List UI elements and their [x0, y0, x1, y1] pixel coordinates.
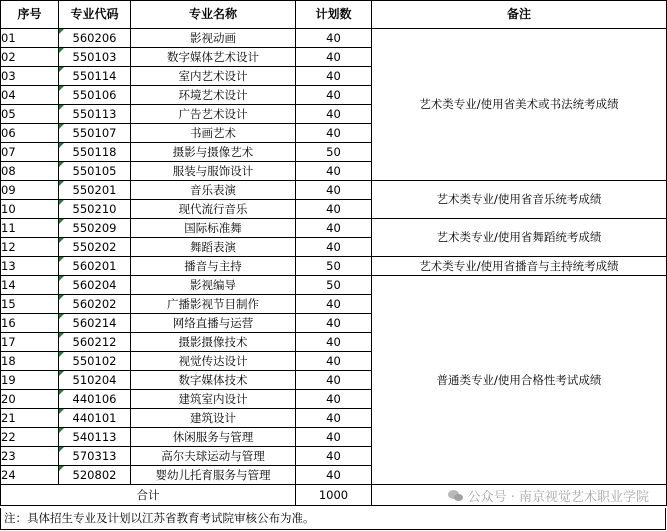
row-major-name: 国际标准舞 — [131, 219, 296, 238]
row-index: 11 — [1, 219, 59, 238]
row-plan-count: 40 — [296, 390, 372, 409]
row-plan-count: 50 — [296, 143, 372, 162]
table-row — [1, 181, 667, 200]
row-major-name: 网络直播与运营 — [131, 314, 296, 333]
row-major-name: 影视动画 — [131, 29, 296, 48]
row-code: 560201 — [59, 257, 131, 276]
header-name: 专业名称 — [131, 1, 296, 29]
row-plan-count: 40 — [296, 181, 372, 200]
header-index: 序号 — [1, 1, 59, 29]
row-index: 19 — [1, 371, 59, 390]
row-plan-count: 40 — [296, 67, 372, 86]
row-index: 03 — [1, 67, 59, 86]
header-plan: 计划数 — [296, 1, 372, 29]
row-major-name: 建筑室内设计 — [131, 390, 296, 409]
row-index: 24 — [1, 466, 59, 485]
row-plan-count: 40 — [296, 295, 372, 314]
row-code: 560202 — [59, 295, 131, 314]
row-code: 550114 — [59, 67, 131, 86]
row-remark: 普通类专业/使用合格性考试成绩 — [372, 276, 667, 485]
row-code: 550102 — [59, 352, 131, 371]
row-code: 570313 — [59, 447, 131, 466]
row-index: 12 — [1, 238, 59, 257]
row-plan-count: 40 — [296, 162, 372, 181]
row-major-name: 播音与主持 — [131, 257, 296, 276]
watermark-text: 公众号 · 南京视觉艺术职业学院 — [467, 490, 649, 505]
row-code: 560212 — [59, 333, 131, 352]
row-major-name: 音乐表演 — [131, 181, 296, 200]
header-remark: 备注 — [372, 1, 667, 29]
row-plan-count: 40 — [296, 29, 372, 48]
row-plan-count: 40 — [296, 238, 372, 257]
row-major-name: 视觉传达设计 — [131, 352, 296, 371]
row-code: 550202 — [59, 238, 131, 257]
row-index: 17 — [1, 333, 59, 352]
row-index: 14 — [1, 276, 59, 295]
row-plan-count: 40 — [296, 466, 372, 485]
row-plan-count: 40 — [296, 200, 372, 219]
row-major-name: 广告艺术设计 — [131, 105, 296, 124]
row-index: 15 — [1, 295, 59, 314]
row-code: 550105 — [59, 162, 131, 181]
row-major-name: 现代流行音乐 — [131, 200, 296, 219]
row-major-name: 数字媒体技术 — [131, 371, 296, 390]
table-row — [1, 219, 667, 238]
row-major-name: 摄影与摄像艺术 — [131, 143, 296, 162]
row-index: 16 — [1, 314, 59, 333]
row-index: 10 — [1, 200, 59, 219]
row-major-name: 婴幼儿托育服务与管理 — [131, 466, 296, 485]
row-remark: 艺术类专业/使用省音乐统考成绩 — [372, 181, 667, 219]
row-plan-count: 40 — [296, 352, 372, 371]
row-index: 04 — [1, 86, 59, 105]
header-code: 专业代码 — [59, 1, 131, 29]
wechat-icon — [448, 490, 464, 502]
row-index: 01 — [1, 29, 59, 48]
watermark — [448, 486, 649, 505]
row-major-name: 环境艺术设计 — [131, 86, 296, 105]
row-code: 440106 — [59, 390, 131, 409]
row-code: 560204 — [59, 276, 131, 295]
row-code: 550201 — [59, 181, 131, 200]
table-row — [1, 29, 667, 48]
row-index: 20 — [1, 390, 59, 409]
row-plan-count: 40 — [296, 371, 372, 390]
row-index: 18 — [1, 352, 59, 371]
row-major-name: 影视编导 — [131, 276, 296, 295]
row-index: 21 — [1, 409, 59, 428]
row-major-name: 服装与服饰设计 — [131, 162, 296, 181]
row-index: 23 — [1, 447, 59, 466]
row-plan-count: 50 — [296, 257, 372, 276]
row-index: 09 — [1, 181, 59, 200]
table-row — [1, 257, 667, 276]
row-plan-count: 40 — [296, 409, 372, 428]
row-plan-count: 40 — [296, 105, 372, 124]
row-code: 550103 — [59, 48, 131, 67]
row-remark: 艺术类专业/使用省播音与主持统考成绩 — [372, 257, 667, 276]
row-major-name: 摄影摄像技术 — [131, 333, 296, 352]
row-plan-count: 40 — [296, 124, 372, 143]
row-code: 550118 — [59, 143, 131, 162]
row-remark: 艺术类专业/使用省舞蹈统考成绩 — [372, 219, 667, 257]
row-index: 22 — [1, 428, 59, 447]
row-code: 540113 — [59, 428, 131, 447]
row-plan-count: 40 — [296, 333, 372, 352]
row-plan-count: 40 — [296, 447, 372, 466]
table-row — [1, 276, 667, 295]
row-remark: 艺术类专业/使用省美术或书法统考成绩 — [372, 29, 667, 181]
total-value: 1000 — [296, 485, 372, 506]
row-code: 550106 — [59, 86, 131, 105]
row-index: 08 — [1, 162, 59, 181]
row-plan-count: 40 — [296, 86, 372, 105]
row-code: 520802 — [59, 466, 131, 485]
footnote: 注：具体招生专业及计划以江苏省教育考试院审核公布为准。 — [0, 508, 666, 530]
row-index: 06 — [1, 124, 59, 143]
row-index: 02 — [1, 48, 59, 67]
row-index: 05 — [1, 105, 59, 124]
row-code: 550107 — [59, 124, 131, 143]
row-code: 550113 — [59, 105, 131, 124]
row-code: 440101 — [59, 409, 131, 428]
row-code: 550209 — [59, 219, 131, 238]
row-code: 550210 — [59, 200, 131, 219]
row-major-name: 建筑设计 — [131, 409, 296, 428]
row-code: 510204 — [59, 371, 131, 390]
row-code: 560214 — [59, 314, 131, 333]
row-plan-count: 50 — [296, 276, 372, 295]
row-index: 07 — [1, 143, 59, 162]
row-major-name: 室内艺术设计 — [131, 67, 296, 86]
row-major-name: 舞蹈表演 — [131, 238, 296, 257]
row-plan-count: 40 — [296, 219, 372, 238]
row-major-name: 高尔夫球运动与管理 — [131, 447, 296, 466]
row-major-name: 书画艺术 — [131, 124, 296, 143]
row-index: 13 — [1, 257, 59, 276]
row-major-name: 休闲服务与管理 — [131, 428, 296, 447]
row-plan-count: 40 — [296, 428, 372, 447]
row-major-name: 广播影视节目制作 — [131, 295, 296, 314]
row-major-name: 数字媒体艺术设计 — [131, 48, 296, 67]
row-plan-count: 40 — [296, 314, 372, 333]
total-label: 合计 — [1, 485, 296, 506]
row-code: 560206 — [59, 29, 131, 48]
row-plan-count: 40 — [296, 48, 372, 67]
table-header-row — [1, 1, 667, 29]
